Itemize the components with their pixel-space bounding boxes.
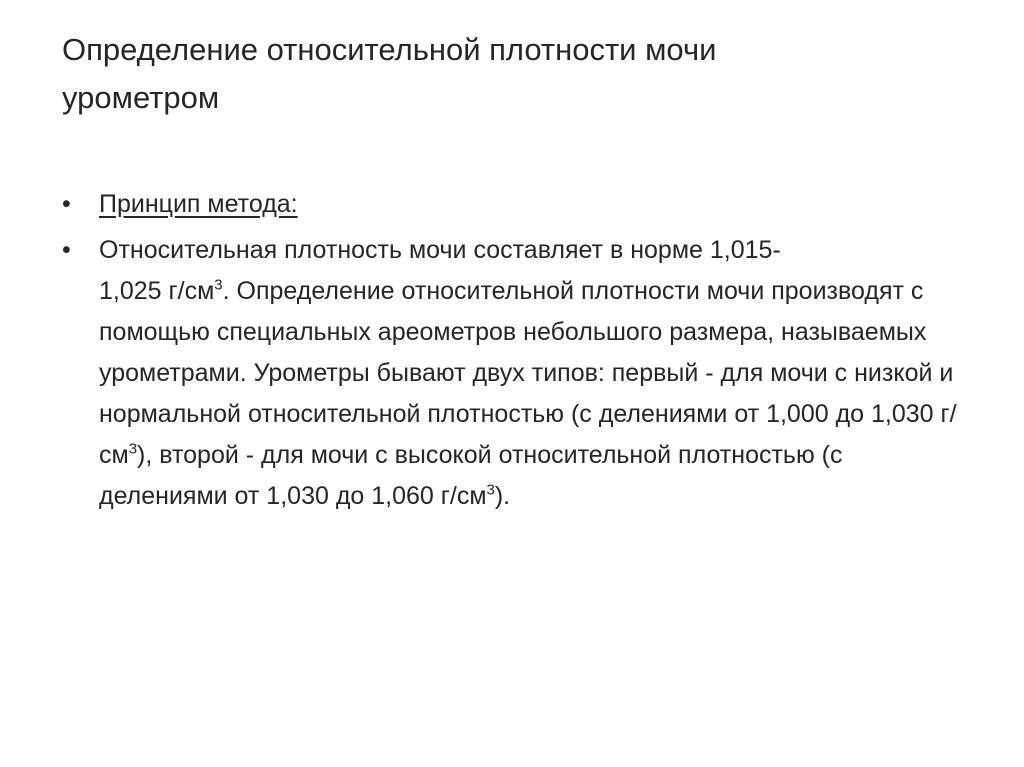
slide-title-line2: урометром — [62, 80, 220, 115]
superscript-3: 3 — [486, 481, 495, 499]
bullet-item-principle — [62, 184, 962, 225]
description-part4: ), второй - для мочи с высокой относительной плотностью (с делениями от 1,030 до 1,060 г/см — [99, 441, 843, 510]
slide-title-line1: Определение относительной плотности мочи — [62, 32, 717, 67]
bullet-item-description — [62, 230, 962, 517]
description-part5: ). — [494, 482, 511, 510]
description-part2: 1,025 г/см — [99, 277, 215, 305]
description-part1: Относительная плотность мочи составляет в норме 1,015- — [99, 236, 781, 264]
superscript-3: 3 — [214, 276, 223, 294]
slide-title — [62, 26, 962, 122]
superscript-3: 3 — [128, 440, 138, 458]
bullet-icon: • — [62, 190, 71, 218]
principle-heading: Принцип метода: — [99, 190, 298, 218]
description-text — [99, 230, 959, 517]
bullet-icon: • — [62, 236, 71, 264]
bullet-list — [62, 184, 962, 522]
description-part3: . Определение относительной плотности мочи производят с помощью специальных ареометров небольшого размера, называемых урометрами. Урометры бывают двух типов: первый - для мочи с низкой и нормальной относительной плотностью (с делениями от 1,000 до 1,030 г/см — [99, 277, 957, 469]
